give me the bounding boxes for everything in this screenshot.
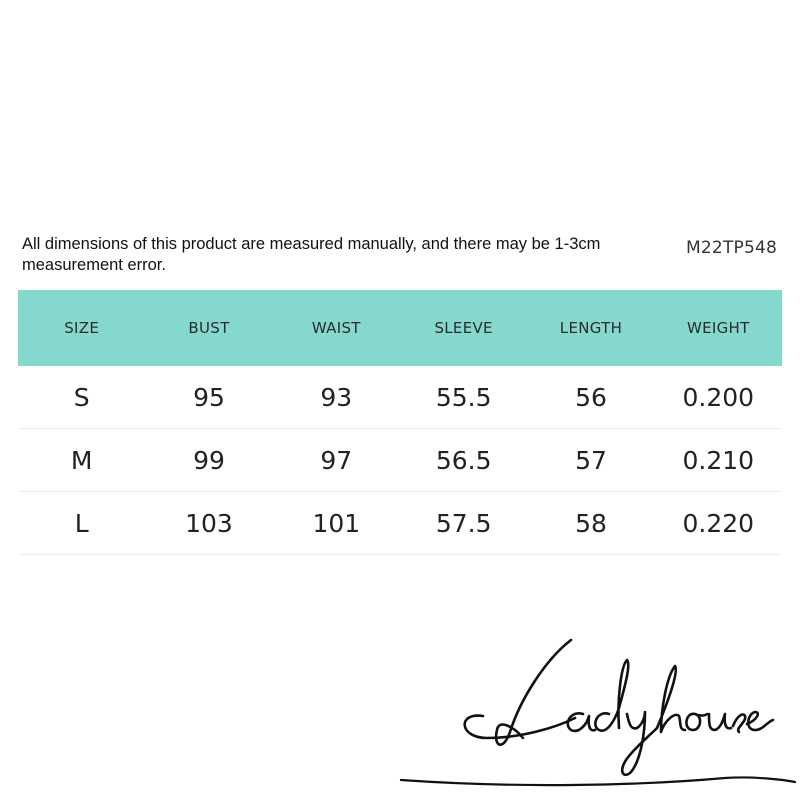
length-cell: 56 bbox=[575, 382, 607, 412]
column-header-size: SIZE bbox=[64, 319, 100, 337]
size-cell: M bbox=[70, 445, 93, 475]
size-chart-table bbox=[18, 290, 782, 555]
weight-cell: 0.220 bbox=[682, 508, 755, 538]
bust-cell: 99 bbox=[193, 445, 225, 475]
table-row bbox=[18, 366, 782, 429]
table-row bbox=[18, 492, 782, 555]
product-code: M22TP548 bbox=[686, 238, 777, 258]
column-header-sleeve: SLEEVE bbox=[434, 319, 493, 337]
sleeve-cell: 56.5 bbox=[435, 445, 492, 475]
table-header-row bbox=[18, 290, 782, 366]
size-cell: S bbox=[73, 382, 90, 412]
length-cell: 58 bbox=[575, 508, 607, 538]
table-row bbox=[18, 429, 782, 492]
waist-cell: 93 bbox=[320, 382, 353, 412]
bust-cell: 95 bbox=[193, 382, 225, 412]
length-cell: 57 bbox=[575, 445, 607, 475]
weight-cell: 0.210 bbox=[682, 445, 755, 475]
column-header-length: LENGTH bbox=[559, 319, 623, 337]
column-header-weight: WEIGHT bbox=[687, 319, 750, 337]
column-header-bust: BUST bbox=[188, 319, 230, 337]
sleeve-cell: 57.5 bbox=[435, 508, 492, 538]
column-header-waist: WAIST bbox=[311, 319, 361, 337]
ladyhouse-script-logo bbox=[395, 620, 800, 800]
measurement-note: All dimensions of this product are measured manually, and there may be 1-3cm measurement error. bbox=[22, 235, 601, 274]
waist-cell: 97 bbox=[320, 445, 353, 475]
waist-cell: 101 bbox=[312, 508, 361, 538]
weight-cell: 0.200 bbox=[682, 382, 755, 412]
bust-cell: 103 bbox=[185, 508, 233, 538]
size-cell: L bbox=[74, 508, 89, 538]
sleeve-cell: 55.5 bbox=[435, 382, 492, 412]
